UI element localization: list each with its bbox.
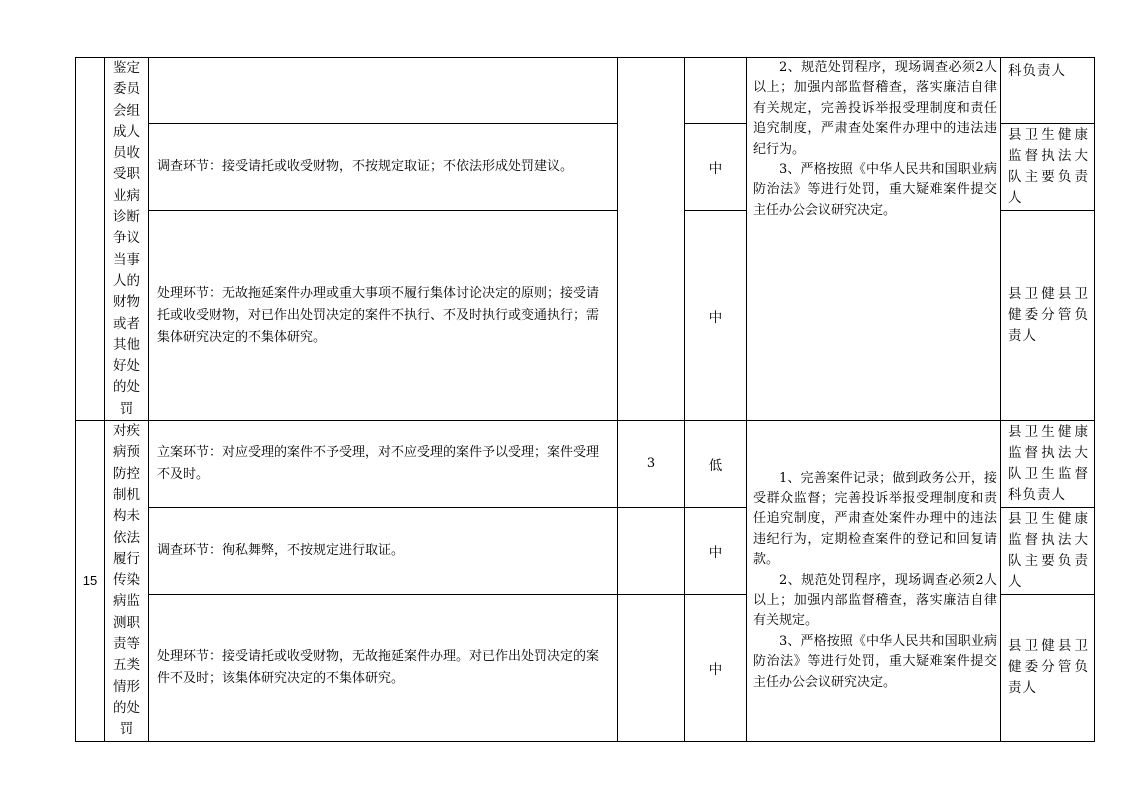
prevention-measures — [747, 58, 1001, 421]
row-number: 15 — [76, 421, 105, 741]
risk-description: 处理环节：无故拖延案件办理或重大事项不履行集体讨论决定的原则；接受请托或收受财物，对已作出处罚决定的案件不执行、不及时执行或变通执行；需集体研究决定的不集体研究。 — [149, 210, 618, 420]
measure-item: 3、严格按照《中华人民共和国职业病防治法》等进行处罚，重大疑难案件提交主任办公会议研究决定。 — [753, 162, 997, 218]
measure-item: 2、规范处罚程序，现场调查必须2人以上；加强内部监督稽查，落实廉洁自律有关规定。 — [753, 572, 997, 629]
item-name: 鉴定委员会组成人员收受职业病诊断争议当事人的财物或者其他好处的处罚 — [105, 58, 149, 421]
risk-description — [149, 58, 618, 124]
risk-score-empty — [618, 507, 685, 594]
responsible-person: 科负责人 — [1001, 58, 1095, 124]
risk-table — [75, 57, 1095, 742]
risk-description: 调查环节：接受请托或收受财物，不按规定取证；不依法形成处罚建议。 — [149, 124, 618, 211]
measure-item: 2、规范处罚程序，现场调查必须2人以上；加强内部监督稽查，落实廉洁自律有关规定，完善投诉举报受理制度和责任追究制度，严肃查处案件办理中的违法违纪行为。 — [753, 60, 997, 157]
risk-description: 处理环节：接受请托或收受财物，无故拖延案件办理。对已作出处罚决定的案件不及时；该集体研究决定的不集体研究。 — [149, 594, 618, 741]
responsible-person: 县卫健县卫健委分管负责人 — [1001, 594, 1095, 741]
risk-level: 中 — [685, 507, 747, 594]
responsible-person: 县卫生健康监督执法大队主要负责人 — [1001, 507, 1095, 594]
risk-level: 低 — [685, 421, 747, 508]
risk-score — [618, 58, 685, 421]
risk-description: 立案环节：对应受理的案件不予受理，对不应受理的案件予以受理；案件受理不及时。 — [149, 421, 618, 508]
risk-level: 中 — [685, 210, 747, 420]
row-number — [76, 58, 105, 421]
measure-item: 3、严格按照《中华人民共和国职业病防治法》等进行处罚，重大疑难案件提交主任办公会议研究决定。 — [753, 633, 997, 690]
risk-level: 中 — [685, 594, 747, 741]
table-row — [76, 421, 1095, 508]
risk-level — [685, 58, 747, 124]
responsible-person: 县卫生健康监督执法大队主要负责人 — [1001, 124, 1095, 211]
measure-item: 1、完善案件记录；做到政务公开，接受群众监督；完善投诉举报受理制度和责任追究制度，严肃查处案件办理中的违法违纪行为，定期检查案件的登记和回复请款。 — [753, 470, 997, 568]
item-name: 对疾病预防控制机构未依法履行传染病监测职责等五类情形的处罚 — [105, 421, 149, 741]
risk-score: 3 — [618, 421, 685, 508]
responsible-person: 县卫生健康监督执法大队卫生监督科负责人 — [1001, 421, 1095, 508]
table-row — [76, 58, 1095, 124]
risk-level: 中 — [685, 124, 747, 211]
risk-description: 调查环节：徇私舞弊，不按规定进行取证。 — [149, 507, 618, 594]
risk-score-empty — [618, 594, 685, 741]
prevention-measures — [747, 421, 1001, 741]
responsible-person: 县卫健县卫健委分管负责人 — [1001, 210, 1095, 420]
